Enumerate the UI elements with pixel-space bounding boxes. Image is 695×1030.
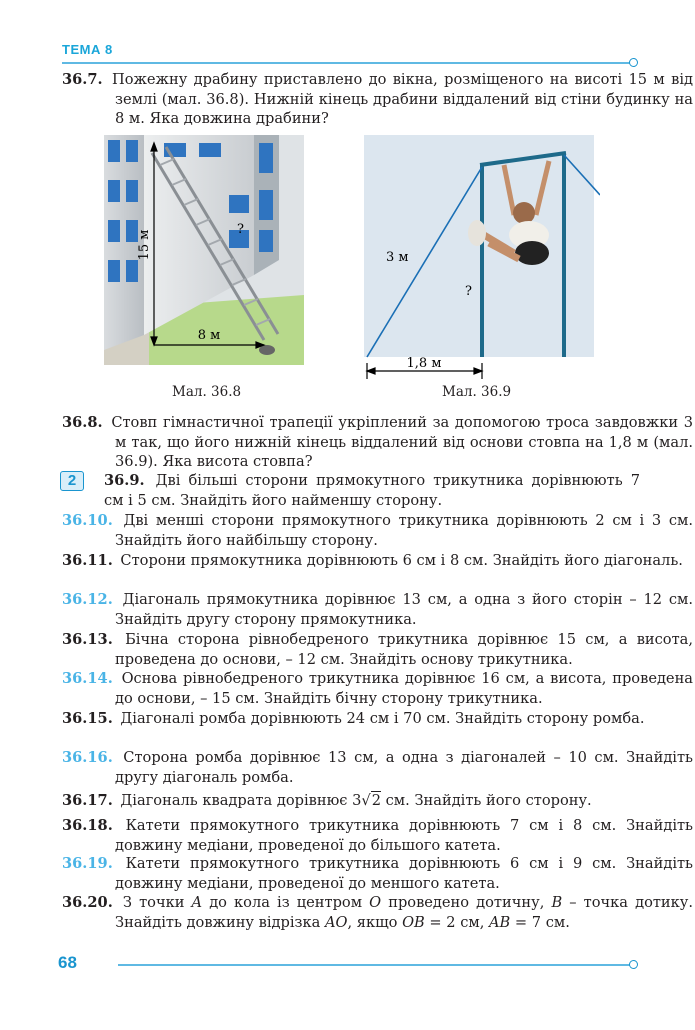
problem-36-19	[62, 854, 693, 893]
problem-number: 36.15.	[62, 710, 113, 727]
problem-number: 36.16.	[62, 749, 113, 766]
problem-36-15	[62, 709, 693, 729]
problem-36-10	[62, 511, 693, 550]
figure-36-8-caption: Мал. 36.8	[172, 384, 242, 400]
footer-rule-dot	[629, 960, 638, 969]
footer-rule	[118, 964, 630, 966]
base-label: 8 м	[197, 328, 221, 343]
figure-36-8	[104, 135, 304, 365]
difficulty-level-badge: 2	[60, 471, 84, 491]
header-rule	[62, 62, 630, 64]
problem-text: Катети прямокутного трикутника дорівнюють 6 см і 9 см. Знайдіть довжину медіани, проведеної до меншого катета.	[115, 855, 694, 892]
problem-number: 36.19.	[62, 855, 113, 872]
problem-number: 36.13.	[62, 631, 113, 648]
text-segment: – точка дотику. Знайдіть довжину відрізка	[115, 894, 694, 931]
photo-background	[364, 135, 594, 357]
problem-number: 36.17.	[62, 792, 113, 809]
problem-text: Стовп гімнастичної трапеції укріплений за допомогою троса завдовжки 3 м так, що його нижній кінець віддалений від основи стовпа на 1,8 м (мал. 36.9). Яка висота стовпа?	[111, 414, 694, 470]
text-segment: = 2 см,	[424, 913, 490, 931]
unknown-mark: ?	[465, 284, 472, 299]
problem-36-13	[62, 630, 693, 669]
problem-number: 36.14.	[62, 670, 113, 687]
problem-36-17	[62, 791, 693, 811]
problem-36-12	[62, 590, 693, 629]
segment-ao: AO	[324, 913, 348, 931]
text-segment: , якщо	[347, 913, 403, 931]
problem-36-16	[62, 748, 693, 787]
problem-36-9	[104, 471, 640, 510]
problem-36-11	[62, 551, 693, 571]
text-segment: проведено дотичну,	[381, 894, 552, 911]
problem-36-8	[62, 413, 693, 472]
problem-text: Сторона ромба дорівнює 13 см, а одна з діагоналей – 10 см. Знайдіть другу діагональ ромба.	[115, 749, 693, 786]
square-root-expression: 3√2	[352, 792, 381, 809]
problem-text: Діагональ прямокутника дорівнює 13 см, а одна з його сторін – 12 см. Знайдіть другу сторону прямокутника.	[115, 591, 693, 628]
problem-36-20	[62, 893, 693, 932]
base-label: 1,8 м	[406, 356, 442, 371]
text-segment: до кола із центром	[202, 894, 370, 911]
header-rule-dot	[629, 58, 638, 67]
problem-text: Бічна сторона рівнобедреного трикутника дорівнює 15 см, а висота, проведена до основи, – 12 см. Знайдіть основу трикутника.	[115, 631, 694, 668]
problem-number: 36.9.	[104, 472, 145, 489]
problem-number: 36.11.	[62, 552, 113, 569]
problem-36-18	[62, 816, 693, 855]
problem-text: Сторони прямокутника дорівнюють 6 см і 8 см. Знайдіть його діагональ.	[120, 552, 683, 569]
problem-number: 36.20.	[62, 894, 113, 911]
problem-text: Катети прямокутного трикутника дорівнюють 7 см і 8 см. Знайдіть довжину медіани, проведеної до більшого катета.	[115, 817, 694, 854]
sqrt-coefficient: 3	[352, 792, 362, 809]
point-o: O	[369, 894, 382, 911]
unknown-mark: ?	[237, 222, 244, 237]
problem-number: 36.10.	[62, 512, 113, 529]
figure-36-9-caption: Мал. 36.9	[442, 384, 512, 400]
rope-label: 3 м	[386, 250, 409, 265]
text-segment: З точки	[122, 894, 192, 911]
problem-text: Пожежну драбину приставлено до вікна, розміщеного на висоті 15 м від землі (мал. 36.8). Нижній кінець драбини віддалений від стіни будинку на 8 м. Яка довжина драбини?	[111, 71, 693, 127]
problem-text-before: Діагональ квадрата дорівнює	[120, 792, 353, 809]
problem-number: 36.12.	[62, 591, 113, 608]
problem-36-14	[62, 669, 693, 708]
page-number: 68	[58, 953, 77, 972]
problem-text: Основа рівнобедреного трикутника дорівнює 16 см, а висота, проведена до основи, – 15 см. Знайдіть бічну сторону трикутника.	[115, 670, 693, 707]
problem-text: Дві менші сторони прямокутного трикутника дорівнюють 2 см і 3 см. Знайдіть його найбільшу сторону.	[115, 512, 694, 549]
height-label: 15 м	[137, 229, 152, 261]
point-a: A	[191, 894, 203, 911]
problem-text: Дві більші сторони прямокутного трикутника дорівнюють 7 см і 5 см. Знайдіть його найменшу сторону.	[104, 472, 640, 509]
figure-36-9	[364, 135, 600, 380]
segment-ob: OB	[402, 913, 425, 931]
topic-label: ТЕМА 8	[62, 42, 113, 57]
text-segment: = 7 см.	[510, 913, 570, 931]
problem-number: 36.7.	[62, 71, 103, 88]
point-b: B	[551, 894, 563, 911]
segment-ab: AB	[489, 913, 511, 931]
sqrt-radicand: 2	[371, 792, 381, 809]
problem-text: Діагоналі ромба дорівнюють 24 см і 70 см. Знайдіть сторону ромба.	[120, 710, 645, 727]
problem-number: 36.18.	[62, 817, 113, 834]
problem-number: 36.8.	[62, 414, 103, 431]
problem-36-7	[62, 70, 693, 129]
problem-text-after: см. Знайдіть його сторону.	[381, 792, 592, 809]
